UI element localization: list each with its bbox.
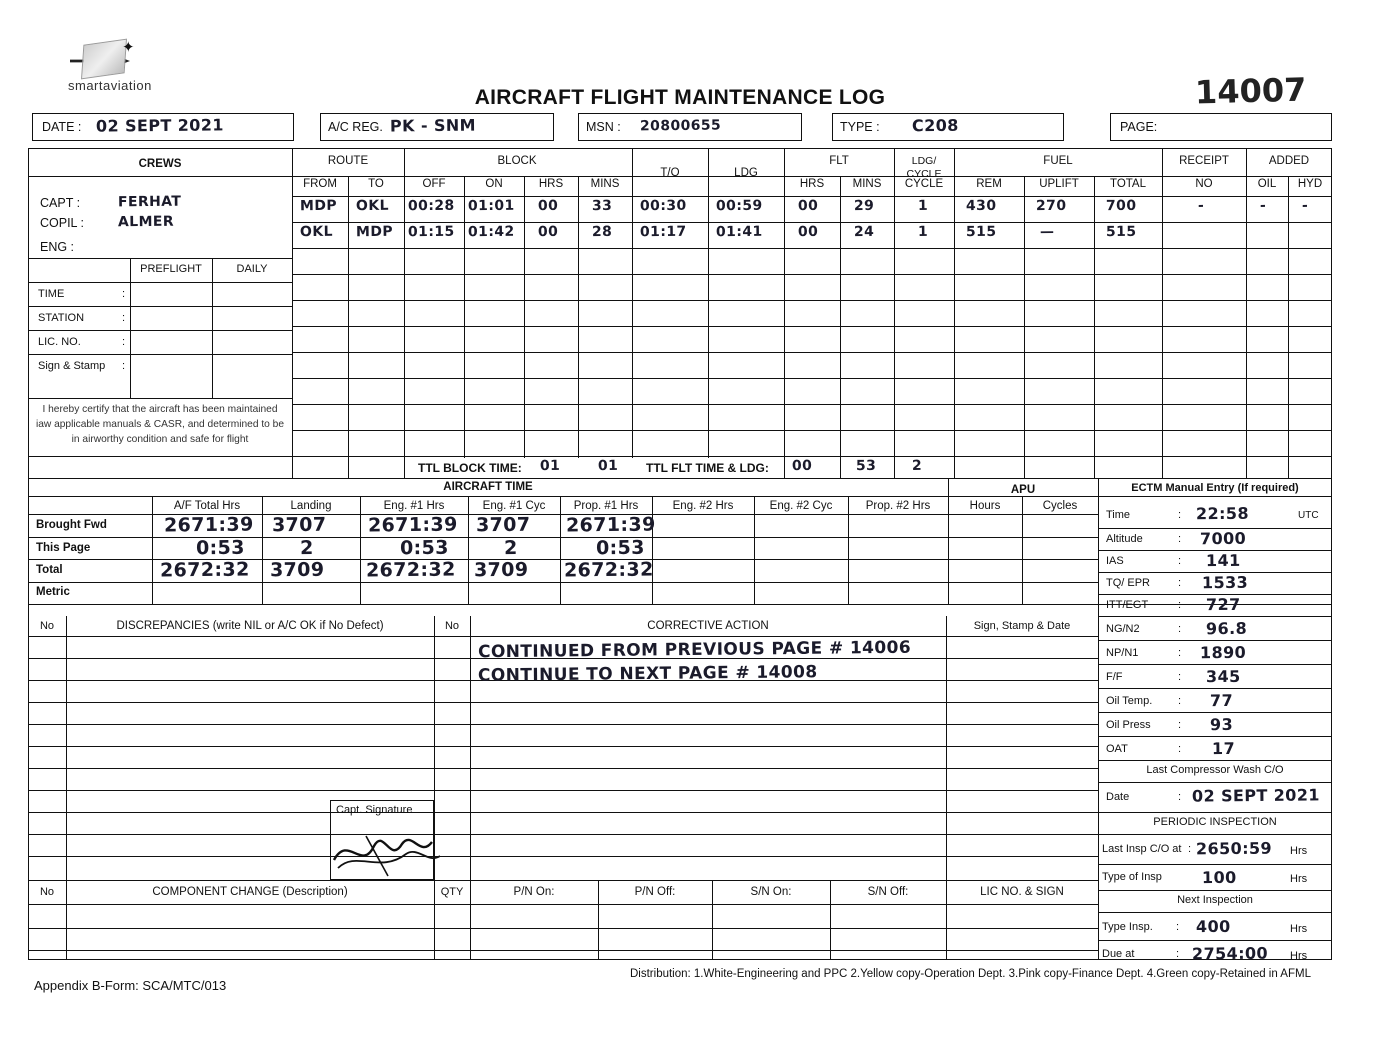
ectm-value-np-n1: 1890 xyxy=(1199,642,1247,663)
divider xyxy=(946,616,947,880)
aircraft-time-title: AIRCRAFT TIME xyxy=(443,481,533,493)
due-at-value: 2754:00 xyxy=(1191,943,1269,964)
table-row: OKL xyxy=(355,197,389,215)
row-licno-label: LIC. NO. xyxy=(38,336,81,348)
ectm-value-oil-temp: 77 xyxy=(1209,690,1234,711)
ectm-label-altitude: Altitude xyxy=(1106,533,1143,545)
table-row: 00:28 xyxy=(407,197,455,215)
divider xyxy=(1098,688,1332,689)
ectm-title: ECTM Manual Entry (If required) xyxy=(1131,482,1299,494)
divider xyxy=(292,404,1332,405)
col-landing: Landing xyxy=(290,500,332,512)
table-cell: 2671:39 xyxy=(565,513,656,537)
divider xyxy=(66,616,67,880)
reg-label: A/C REG. xyxy=(328,120,383,134)
crew-eng-label: ENG : xyxy=(40,240,75,254)
ectm-label-np-n1: NP/N1 xyxy=(1106,647,1139,659)
row-this-page-label: This Page xyxy=(36,542,91,554)
table-cell: 2672:32 xyxy=(159,558,250,582)
ectm-value-ff: 345 xyxy=(1205,666,1241,687)
divider xyxy=(130,258,131,398)
ttl-block-time-label: TTL BLOCK TIME: xyxy=(418,461,522,475)
divider xyxy=(28,258,292,259)
component-qty-header: QTY xyxy=(440,886,464,898)
divider xyxy=(292,326,1332,327)
table-cell: 0:53 xyxy=(595,536,645,560)
due-at-label: Due at xyxy=(1102,948,1135,960)
divider xyxy=(1098,616,1332,617)
discrepancies-no-header: No xyxy=(39,620,55,632)
divider xyxy=(1098,864,1332,865)
table-row: 01:41 xyxy=(715,223,763,241)
table-row: 515 xyxy=(1105,223,1137,241)
col-eng1-hrs: Eng. #1 Hrs xyxy=(383,500,445,512)
col-hyd: HYD xyxy=(1297,178,1323,190)
table-cell: 2 xyxy=(503,536,518,560)
group-fuel: FUEL xyxy=(1043,155,1073,167)
ectm-value-tq-epr: 1533 xyxy=(1201,572,1249,593)
component-sn-on-header: S/N On: xyxy=(750,886,792,898)
table-row: — xyxy=(1039,223,1055,241)
table-row: 00:30 xyxy=(639,197,687,215)
capt-signature-label: Capt. Signature xyxy=(336,804,413,816)
table-row: - xyxy=(1301,197,1309,215)
col-eng2-cyc: Eng. #2 Cyc xyxy=(769,500,833,512)
compressor-wash-date-value: 02 SEPT 2021 xyxy=(1191,785,1320,806)
divider xyxy=(754,496,755,604)
divider xyxy=(28,398,292,399)
component-no-header: No xyxy=(39,886,55,898)
corrective-entry: CONTINUE TO NEXT PAGE # 14008 xyxy=(477,662,818,686)
ectm-label-ff: F/F xyxy=(1106,671,1123,683)
col-mins: MINS xyxy=(590,178,620,190)
divider xyxy=(1098,496,1332,497)
ectm-value-oil-press: 93 xyxy=(1209,714,1234,735)
ectm-label-ias: IAS xyxy=(1106,555,1124,567)
group-added: ADDED xyxy=(1268,155,1310,167)
table-row: 24 xyxy=(853,223,875,241)
last-insp-unit: Hrs xyxy=(1290,845,1308,857)
table-row: 00 xyxy=(537,197,559,215)
col-total: TOTAL xyxy=(1110,178,1146,190)
divider xyxy=(1162,148,1163,478)
type-value: C208 xyxy=(911,115,959,136)
table-cell: 3707 xyxy=(475,513,531,537)
table-cell: 3707 xyxy=(271,513,327,537)
col-uplift: UPLIFT xyxy=(1039,178,1079,190)
divider xyxy=(28,724,1098,725)
col-hrs: HRS xyxy=(538,178,564,190)
last-insp-label: Last Insp C/O at xyxy=(1102,843,1182,855)
divider xyxy=(1246,148,1247,478)
divider xyxy=(1098,640,1332,641)
divider xyxy=(1022,496,1023,604)
ectm-value-itt-egt: 727 xyxy=(1205,594,1241,615)
type-label: TYPE : xyxy=(840,120,880,134)
divider xyxy=(28,928,1098,929)
col-from: FROM xyxy=(303,178,337,190)
corrective-no-header: No xyxy=(444,620,460,632)
col-eng1-cyc: Eng. #1 Cyc xyxy=(482,500,546,512)
table-row: - xyxy=(1259,197,1267,215)
table-row: 01:01 xyxy=(467,197,515,215)
col-on: ON xyxy=(485,178,503,190)
col-apu-hours: Hours xyxy=(969,500,1001,512)
row-brought-fwd-label: Brought Fwd xyxy=(36,519,107,531)
col-cycle: CYCLE xyxy=(904,178,944,190)
table-row: 33 xyxy=(591,197,613,215)
table-row: 29 xyxy=(853,197,875,215)
divider xyxy=(28,306,292,307)
table-row: 430 xyxy=(965,197,997,215)
ttl-block-mins: 01 xyxy=(597,457,619,475)
ectm-value-altitude: 7000 xyxy=(1199,528,1247,549)
divider xyxy=(360,496,361,604)
divider xyxy=(28,282,292,283)
component-change-header: COMPONENT CHANGE (Description) xyxy=(152,886,348,898)
group-crews: CREWS xyxy=(138,158,182,170)
footer-distribution: Distribution: 1.White-Engineering and PPC 2.Yellow copy-Operation Dept. 3.Pink copy-Finance Dept. 4.Green copy-Retained in AFML xyxy=(630,968,1311,980)
col-flt-mins: MINS xyxy=(852,178,882,190)
reg-value: PK - SNM xyxy=(389,115,477,136)
table-row: 00 xyxy=(797,223,819,241)
next-type-insp-value: 400 xyxy=(1195,916,1231,937)
divider xyxy=(212,258,213,398)
ttl-block-hrs: 01 xyxy=(539,457,561,475)
divider xyxy=(848,496,849,604)
divider xyxy=(292,378,1332,379)
divider xyxy=(292,148,293,478)
divider xyxy=(28,856,1098,857)
table-row: 00 xyxy=(797,197,819,215)
logo-cube-icon xyxy=(81,39,127,80)
divider xyxy=(954,148,955,478)
ectm-unit-utc: UTC xyxy=(1298,510,1319,521)
page-label: PAGE: xyxy=(1120,120,1158,134)
divider xyxy=(708,148,709,458)
row-time-label: TIME xyxy=(38,288,65,300)
type-insp-label: Type of Insp xyxy=(1102,871,1162,883)
sign-stamp-date-header: Sign, Stamp & Date xyxy=(973,620,1071,632)
compressor-wash-title: Last Compressor Wash C/O xyxy=(1146,764,1284,776)
crew-copil-label: COPIL : xyxy=(40,216,84,230)
row-station-label: STATION xyxy=(38,312,85,324)
divider xyxy=(28,950,1098,951)
col-prop1-hrs: Prop. #1 Hrs xyxy=(573,500,639,512)
ectm-label-itt-egt: ITT/EGT xyxy=(1106,599,1149,611)
msn-value: 20800655 xyxy=(639,117,722,135)
table-row: 00:59 xyxy=(715,197,763,215)
table-cell: 2672:32 xyxy=(563,558,654,582)
next-type-insp-unit: Hrs xyxy=(1290,923,1308,935)
divider xyxy=(404,148,405,478)
ectm-label-tq-epr: TQ/ EPR xyxy=(1106,577,1151,589)
component-sn-off-header: S/N Off: xyxy=(867,886,909,898)
col-apu-cycles: Cycles xyxy=(1042,500,1078,512)
page-serial-number: 14007 xyxy=(1194,70,1307,112)
col-af-total-hrs: A/F Total Hrs xyxy=(173,500,241,512)
divider xyxy=(28,790,1098,791)
ectm-label-time: Time xyxy=(1106,509,1131,521)
divider xyxy=(292,430,1332,431)
table-cell: 2671:39 xyxy=(163,513,254,537)
col-takeoff: T/O xyxy=(660,167,680,179)
col-oil: OIL xyxy=(1257,178,1277,190)
table-row: 515 xyxy=(965,223,997,241)
ectm-value-time: 22:58 xyxy=(1195,503,1250,524)
last-insp-value: 2650:59 xyxy=(1195,838,1273,859)
compressor-wash-date-label: Date xyxy=(1106,791,1130,803)
logo-wordmark: smartaviation xyxy=(68,78,152,93)
col-preflight: PREFLIGHT xyxy=(140,263,202,275)
divider xyxy=(292,274,1332,275)
divider xyxy=(28,478,1332,479)
table-cell: 2672:32 xyxy=(365,558,456,582)
divider xyxy=(560,496,561,604)
divider xyxy=(1098,712,1332,713)
divider xyxy=(262,496,263,604)
footer-appendix: Appendix B-Form: SCA/MTC/013 xyxy=(34,978,227,993)
msn-label: MSN : xyxy=(586,120,621,134)
table-row: 1 xyxy=(917,223,929,241)
next-type-insp-label: Type Insp. xyxy=(1102,921,1153,933)
component-pn-on-header: P/N On: xyxy=(513,886,555,898)
table-row: MDP xyxy=(355,223,394,241)
crew-capt-label: CAPT : xyxy=(40,196,81,210)
table-row: 00 xyxy=(537,223,559,241)
divider xyxy=(948,478,949,604)
group-receipt: RECEIPT xyxy=(1179,155,1229,167)
discrepancies-header: DISCREPANCIES (write NIL or A/C OK if No Defect) xyxy=(116,620,384,632)
row-sign-stamp-label: Sign & Stamp xyxy=(38,360,106,372)
page-title: AIRCRAFT FLIGHT MAINTENANCE LOG xyxy=(474,86,886,109)
divider xyxy=(28,636,1098,637)
row-total-label: Total xyxy=(36,564,63,576)
divider xyxy=(292,248,1332,249)
divider xyxy=(784,148,785,478)
crew-capt-value: FERHAT xyxy=(117,193,182,211)
divider xyxy=(894,148,895,478)
divider xyxy=(28,537,1098,538)
date-value: 02 SEPT 2021 xyxy=(95,115,224,136)
divider xyxy=(152,496,153,604)
col-rem: REM xyxy=(976,178,1002,190)
divider xyxy=(292,352,1332,353)
document-page: ✦ smartaviation AIRCRAFT FLIGHT MAINTENANCE LOG 14007 DATE : 02 SEPT 2021 A/C REG. PK - SNM MSN : 20800655 TYPE : C208 PAGE: CREWS ROUTE BLOCK FLT LDG/ CYCLE FUEL RECEIPT ADDED FROM TO OFF ON HRS MINS T/O LDG HRS MINS CYCLE REM UPLIFT TOTAL NO OIL HYD MDP OKL 00:28 01:01 00 33 00:30 00:59 00 29 1 430 270 700 - - - OKL MDP 01:15 01:42 00 28 01:17 01:41 00 24 1 515 — 515 CAPT : FERHAT COPIL : ALMER ENG : PREFLIGHT DAILY TIME STATION LIC. NO. Sign & Stamp : : : : I hereby certify that the aircraft has been maintained iaw applicable manuals & CASR, and determined to be in airworthy condition and safe for flight TTL BLOCK TIME: 01 01 TTL FLT TIME & LDG: 00 53 2 AIRCRAFT TIME A/F Total Hrs Landing Eng. #1 Hrs Eng. #1 Cyc Prop. #1 Hrs Eng. #2 Hrs Eng. #2 Cyc Prop. #2 Hrs APU Hours Cycles Brought Fwd This Page Total Metric 2671:39 3707 2671:39 3707 2671:39 0:53 2 0:53 2 0:53 2672:32 3709 2672:32 3709 2672:32 ECTM Manual Entry (If required) Time : 22:58 UTC Altitude : 7000 IAS : 141 TQ/ EPR : 1533 ITT/EGT : 727 NG/N2 : 96.8 NP/N1 : 1890 F/F : 345 Oil Temp. : 77 Oil Press : 93 OAT : 17 Last Compressor Wash C/O Date : 02 SEPT 2021 PERIODIC INSPECTION Last Insp C/O at : 2650:59 Hrs Type of Insp 100 Hrs Next Inspection Type Insp. : 400 Hrs Due at : 2754:00 Hrs No DISCREPANCIES (write NIL or A/C OK if No Defect) No CORRECTIVE ACTION Sign, Stamp & Date CONTINUED FROM PREVIOUS PAGE # 14006 CONTINUE TO NEXT PAGE # 14008 Capt. Signature No COMPONENT CHANGE (Description) QTY P/N On: P/N Off: S/N On: S/N Off: LIC NO. & SIGN Appendix B-Form: SCA/MTC/013 Distribution: 1.White-Engineering and PPC 2.Yellow copy-Operation Dept. 3.Pink copy-Finance Dept. 4.Green copy-Retained in AFML xyxy=(0,0,1382,1054)
row-metric-label: Metric xyxy=(36,586,70,598)
table-cell: 0:53 xyxy=(195,536,245,560)
crew-copil-value: ALMER xyxy=(117,213,175,231)
divider xyxy=(1098,890,1332,891)
divider xyxy=(28,354,292,355)
divider xyxy=(28,880,1098,881)
table-row: MDP xyxy=(299,197,338,215)
table-row: 01:42 xyxy=(467,223,515,241)
divider xyxy=(28,834,1098,835)
group-flt: FLT xyxy=(829,155,849,167)
table-row: OKL xyxy=(299,223,333,241)
table-cell: 3709 xyxy=(473,558,529,582)
divider xyxy=(1098,912,1332,913)
group-block: BLOCK xyxy=(497,155,537,167)
table-cell: 0:53 xyxy=(399,536,449,560)
next-inspection-title: Next Inspection xyxy=(1177,894,1253,906)
divider xyxy=(28,812,1098,813)
type-insp-value: 100 xyxy=(1201,867,1237,888)
divider xyxy=(524,176,525,458)
corrective-action-header: CORRECTIVE ACTION xyxy=(647,620,769,632)
divider xyxy=(292,300,1332,301)
apu-title: APU xyxy=(1010,484,1036,496)
ttl-flt-time-label: TTL FLT TIME & LDG: xyxy=(646,461,769,475)
divider xyxy=(652,496,653,604)
divider xyxy=(28,582,1098,583)
divider xyxy=(1098,664,1332,665)
ectm-label-oat: OAT xyxy=(1106,743,1128,755)
ectm-value-oat: 17 xyxy=(1211,738,1236,759)
ttl-ldg: 2 xyxy=(911,457,923,475)
periodic-inspection-title: PERIODIC INSPECTION xyxy=(1153,816,1277,828)
divider xyxy=(28,330,292,331)
table-row: 28 xyxy=(591,223,613,241)
table-row: - xyxy=(1197,197,1205,215)
table-row: 270 xyxy=(1035,197,1067,215)
logo-star-icon: ✦ xyxy=(122,39,135,56)
divider xyxy=(464,176,465,458)
divider xyxy=(632,148,633,458)
group-ldg-cycle: LDG/ CYCLE xyxy=(906,155,942,180)
ectm-label-oil-temp: Oil Temp. xyxy=(1106,695,1153,707)
signature-scribble xyxy=(328,824,448,880)
divider xyxy=(1098,940,1332,941)
col-to: TO xyxy=(368,178,384,190)
divider xyxy=(1098,782,1332,783)
col-off: OFF xyxy=(422,178,446,190)
divider xyxy=(28,456,1332,457)
ectm-value-ng-n2: 96.8 xyxy=(1205,618,1248,639)
group-route: ROUTE xyxy=(327,155,369,167)
col-receipt-no: NO xyxy=(1195,178,1213,190)
col-prop2-hrs: Prop. #2 Hrs xyxy=(865,500,931,512)
col-daily: DAILY xyxy=(236,263,268,275)
divider xyxy=(28,768,1098,769)
divider xyxy=(470,616,471,880)
divider xyxy=(28,746,1098,747)
divider xyxy=(468,496,469,604)
ectm-value-ias: 141 xyxy=(1205,550,1241,571)
type-insp-unit: Hrs xyxy=(1290,873,1308,885)
ttl-flt-hrs: 00 xyxy=(791,457,813,475)
due-at-unit: Hrs xyxy=(1290,950,1308,962)
table-cell: 2671:39 xyxy=(367,513,458,537)
ttl-flt-mins: 53 xyxy=(855,457,877,475)
table-row: 01:17 xyxy=(639,223,687,241)
ectm-label-ng-n2: NG/N2 xyxy=(1106,623,1140,635)
table-cell: 2 xyxy=(299,536,314,560)
ectm-label-oil-press: Oil Press xyxy=(1106,719,1151,731)
divider xyxy=(1098,812,1332,813)
divider xyxy=(1098,736,1332,737)
table-row: 1 xyxy=(917,197,929,215)
company-logo xyxy=(64,38,194,100)
table-row: 01:15 xyxy=(407,223,455,241)
date-label: DATE : xyxy=(42,120,82,134)
col-eng2-hrs: Eng. #2 Hrs xyxy=(672,500,734,512)
divider xyxy=(578,176,579,458)
certification-statement: I hereby certify that the aircraft has been maintained iaw applicable manuals & CASR, and determined to be in airworthy condition and safe for flight xyxy=(35,404,285,445)
component-pn-off-header: P/N Off: xyxy=(634,886,676,898)
corrective-entry: CONTINUED FROM PREVIOUS PAGE # 14006 xyxy=(477,637,912,663)
col-flt-hrs: HRS xyxy=(799,178,825,190)
divider xyxy=(1098,760,1332,761)
divider xyxy=(1098,834,1332,835)
col-ldg: LDG xyxy=(734,167,758,179)
table-cell: 3709 xyxy=(269,558,325,582)
component-lic-header: LIC NO. & SIGN xyxy=(980,886,1064,898)
divider xyxy=(28,904,1098,905)
table-row: 700 xyxy=(1105,197,1137,215)
divider xyxy=(28,702,1098,703)
